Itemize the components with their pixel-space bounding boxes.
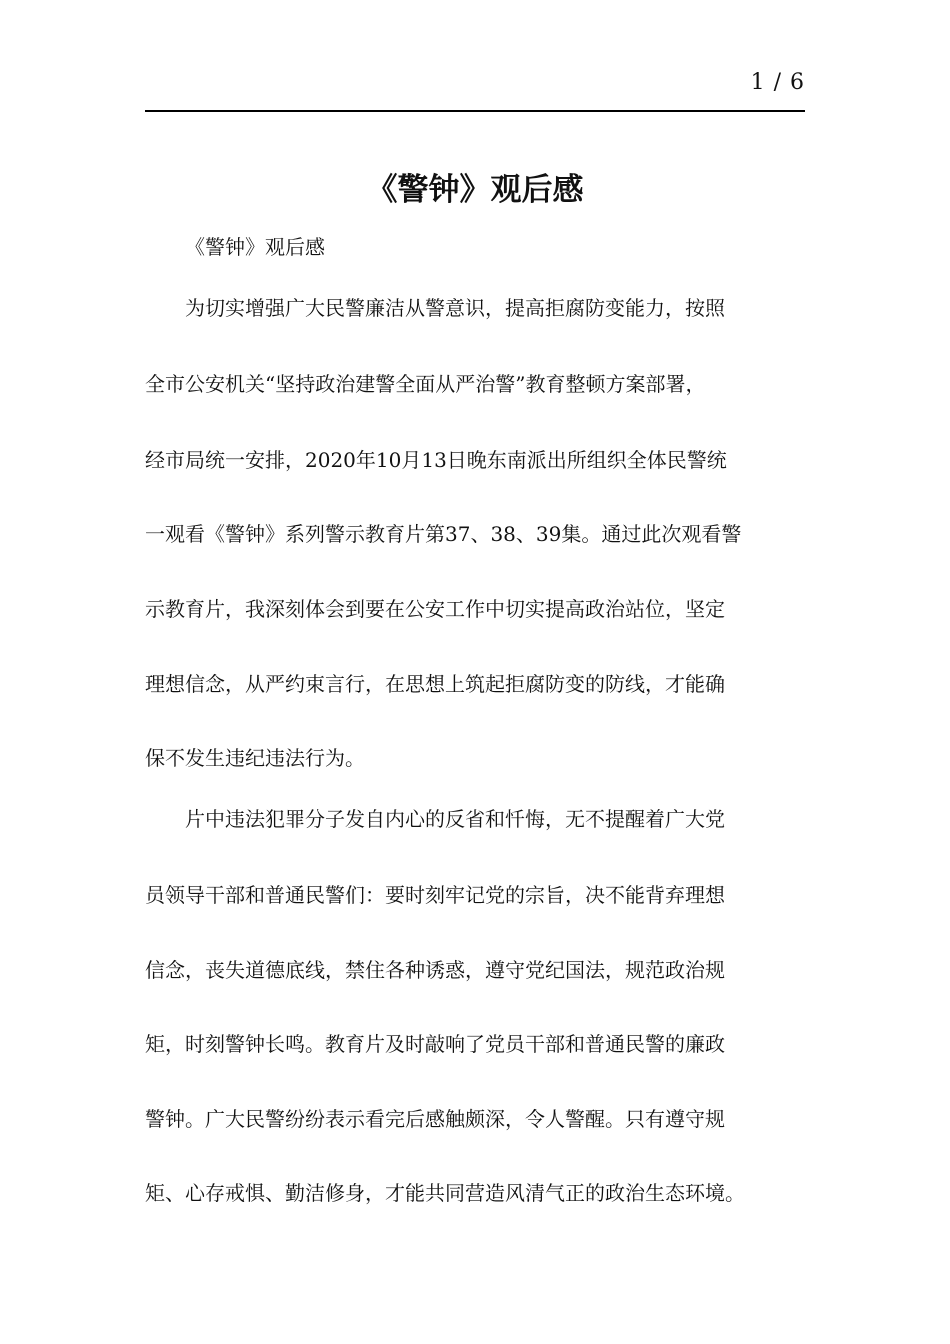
subtitle-line: 《警钟》观后感: [185, 235, 325, 259]
paragraph-line: 保不发生违纪违法行为。: [145, 746, 365, 770]
paragraph-line: 理想信念，从严约束言行，在思想上筑起拒腐防变的防线，才能确: [145, 672, 725, 696]
header-rule: [145, 110, 805, 112]
paragraph-line: 员领导干部和普通民警们：要时刻牢记党的宗旨，决不能背弃理想: [145, 883, 725, 907]
paragraph-line: 为切实增强广大民警廉洁从警意识，提高拒腐防变能力，按照: [185, 296, 725, 320]
paragraph-line: 全市公安机关“坚持政治建警全面从严治警”教育整顿方案部署，: [145, 372, 706, 396]
document-title: 《警钟》观后感: [366, 172, 584, 208]
paragraph-line: 一观看《警钟》系列警示教育片第37、38、39集。通过此次观看警: [145, 522, 742, 546]
paragraph-line: 矩，时刻警钟长鸣。教育片及时敲响了党员干部和普通民警的廉政: [145, 1032, 725, 1056]
paragraph-line: 示教育片，我深刻体会到要在公安工作中切实提高政治站位，坚定: [145, 597, 725, 621]
paragraph-line: 片中违法犯罪分子发自内心的反省和忏悔，无不提醒着广大党: [185, 807, 725, 831]
paragraph-line: 信念，丧失道德底线，禁住各种诱惑，遵守党纪国法，规范政治规: [145, 958, 725, 982]
paragraph-line: 警钟。广大民警纷纷表示看完后感触颇深，令人警醒。只有遵守规: [145, 1107, 725, 1131]
paragraph-line: 矩、心存戒惧、勤洁修身，才能共同营造风清气正的政治生态环境。: [145, 1181, 745, 1205]
page-number: 1 / 6: [750, 70, 805, 95]
paragraph-line: 经市局统一安排，2020年10月13日晚东南派出所组织全体民警统: [145, 448, 727, 472]
